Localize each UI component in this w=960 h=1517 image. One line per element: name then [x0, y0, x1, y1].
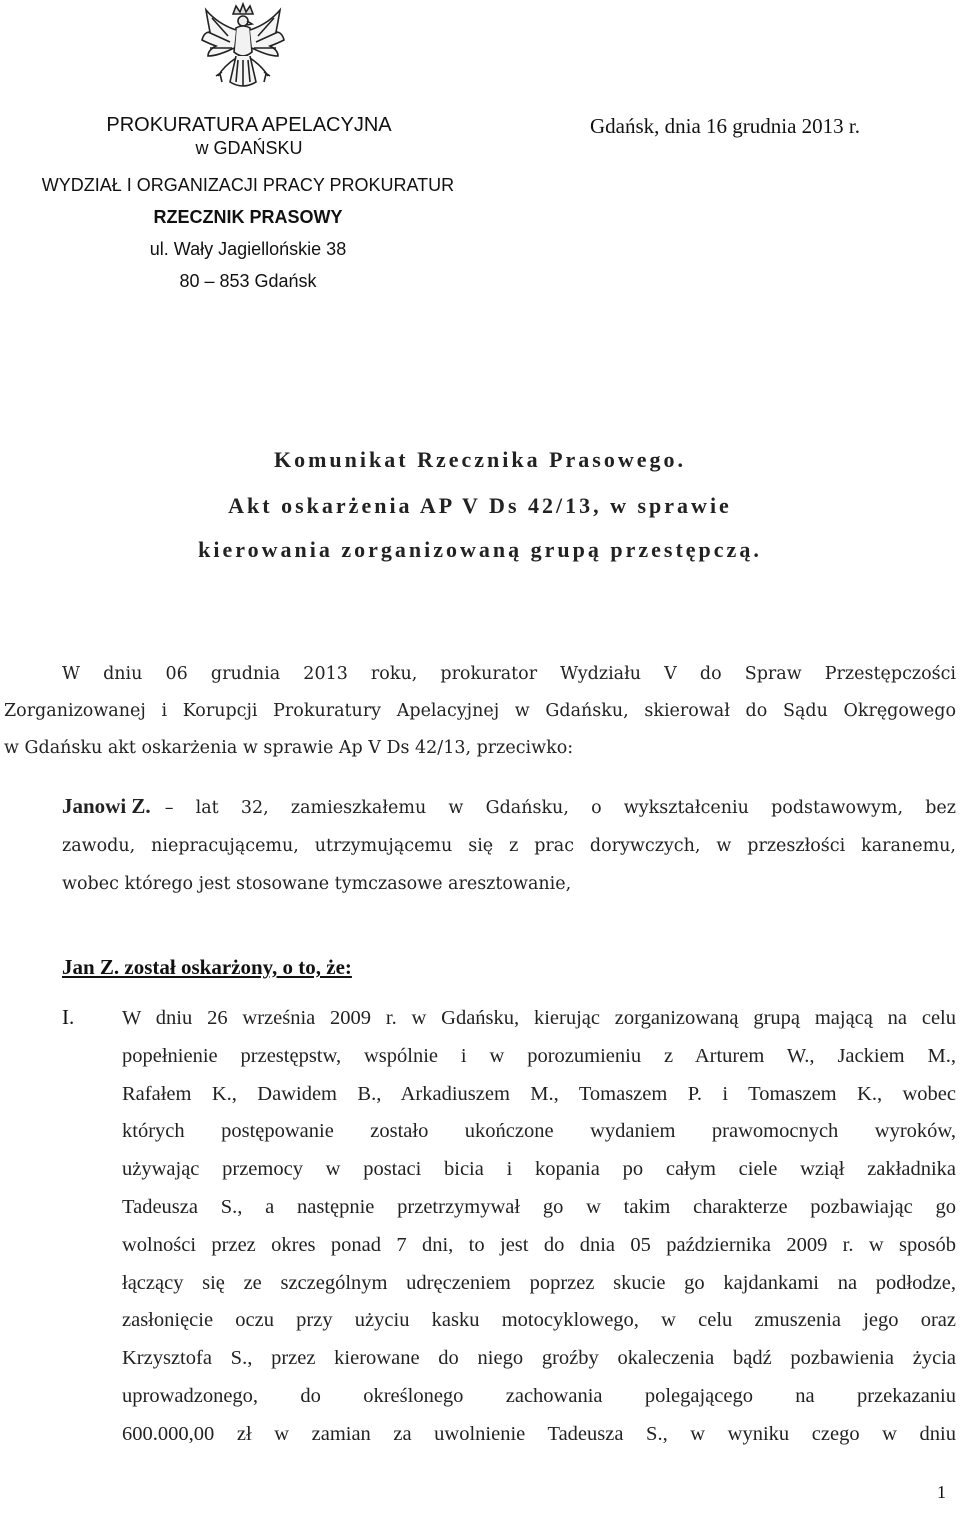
charge-line: których postępowanie zostało ukończone wydaniem prawomocnych wyroków,	[122, 1120, 956, 1143]
role-name: RZECZNIK PRASOWY	[153, 207, 343, 227]
institution-city: w GDAŃSKU	[195, 138, 303, 158]
intro-line-2: Zorganizowanej i Korupcji Prokuratury Apelacyjnej w Gdańsku, skierował do Sądu Okręgowego	[4, 701, 956, 721]
charge-line: uprowadzonego, do określonego zachowania polegającego na przekazaniu	[122, 1384, 956, 1407]
intro-line-1: W dniu 06 grudnia 2013 roku, prokurator Wydziału V do Spraw Przestępczości	[62, 664, 956, 684]
charge-heading: Jan Z. został oskarżony, o to, że:	[62, 955, 352, 979]
postal-address: 80 – 853 Gdańsk	[179, 271, 317, 291]
charge-line: popełnienie przestępstw, wspólnie i w porozumieniu z Arturem W., Jackiem M.,	[122, 1044, 956, 1067]
charge-line: 600.000,00 zł w zamian za uwolnienie Tadeusza S., w wyniku czego w dniu	[122, 1422, 956, 1445]
charge-line: W dniu 26 września 2009 r. w Gdańsku, kierując zorganizowaną grupą mającą na celu	[122, 1007, 956, 1029]
charge-number: I.	[62, 1005, 75, 1029]
intro-line-3: w Gdańsku akt oskarżenia w sprawie Ap V Ds 42/13, przeciwko:	[4, 738, 574, 758]
document-date: Gdańsk, dnia 16 grudnia 2013 r.	[589, 114, 860, 138]
title-line-2: Akt oskarżenia AP V Ds 42/13, w sprawie	[228, 493, 732, 518]
charge-line: używając przemocy w postaci bicia i kopania po całym ciele wziął zakładnika	[122, 1158, 956, 1181]
defendant-desc-1: – lat 32, zamieszkałemu w Gdańsku, o wykształceniu podstawowym, bez	[164, 798, 956, 818]
title-line-3: kierowania zorganizowaną grupą przestępczą.	[198, 537, 762, 562]
institution-name: PROKURATURA APELACYJNA	[106, 114, 392, 136]
title-line-1: Komunikat Rzecznika Prasowego.	[273, 447, 687, 472]
defendant-desc-2: zawodu, niepracującemu, utrzymującemu się z prac dorywczych, w przeszłości karanemu,	[62, 836, 956, 856]
charge-line: wolności przez okres ponad 7 dni, to jest do dnia 05 października 2009 r. w sposób	[122, 1233, 956, 1256]
page-number: 1	[937, 1482, 946, 1502]
charge-line: zasłonięcie oczu przy użyciu kasku motocyklowego, w celu zmuszenia jego oraz	[122, 1309, 956, 1332]
charge-text	[122, 1000, 956, 1454]
defendant-line-1	[62, 788, 956, 827]
charge-line: Rafałem K., Dawidem B., Arkadiuszem M., Tomaszem P. i Tomaszem K., wobec	[122, 1082, 956, 1105]
charge-line: Tadeusza S., a następnie przetrzymywał go w takim charakterze pozbawiając go	[122, 1195, 956, 1218]
defendant-desc-3: wobec którego jest stosowane tymczasowe aresztowanie,	[62, 874, 572, 894]
charge-line: łączący się ze szczególnym udręczeniem poprzez skucie go kajdankami na podłodze,	[122, 1271, 956, 1294]
defendant-name: Janowi Z.	[62, 794, 151, 818]
polish-eagle-emblem-icon	[200, 2, 286, 102]
department-name: WYDZIAŁ I ORGANIZACJI PRACY PROKURATUR	[41, 175, 455, 195]
street-address: ul. Wały Jagiellońskie 38	[149, 239, 347, 259]
charge-line: Krzysztofa S., przez kierowane do niego groźby okaleczenia bądź pozbawienia życia	[122, 1347, 956, 1370]
